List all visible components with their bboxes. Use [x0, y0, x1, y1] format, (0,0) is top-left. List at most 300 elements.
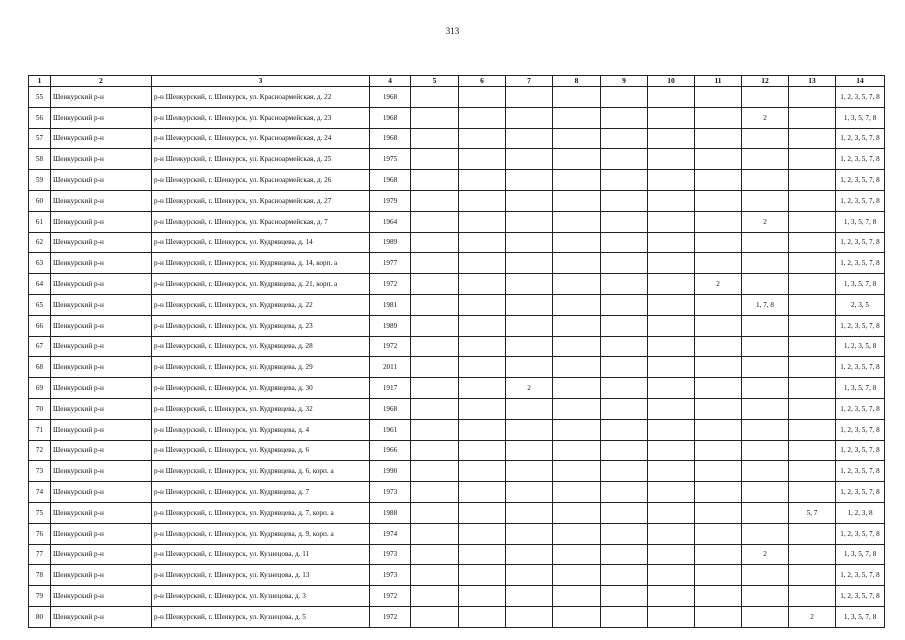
col10-cell — [648, 87, 695, 108]
col12-cell — [742, 502, 789, 523]
col9-cell — [601, 211, 648, 232]
address-cell: р-н Шенкурский, г. Шенкурск, ул. Кузнецова, д. 5 — [152, 606, 370, 627]
col8-cell — [553, 565, 601, 586]
district-cell: Шенкурский р-н — [51, 336, 152, 357]
address-cell: р-н Шенкурский, г. Шенкурск, ул. Кудрявцева, д. 30 — [152, 378, 370, 399]
col13-cell — [789, 378, 836, 399]
col9-cell — [601, 149, 648, 170]
row-number: 59 — [29, 170, 51, 191]
col7-cell — [506, 606, 553, 627]
col6-cell — [459, 128, 506, 149]
table-row — [29, 398, 885, 419]
col5-cell — [411, 586, 459, 607]
col13-cell — [789, 461, 836, 482]
address-cell: р-н Шенкурский, г. Шенкурск, ул. Кудрявцева, д. 14 — [152, 232, 370, 253]
col11-cell — [695, 211, 742, 232]
col12-cell — [742, 606, 789, 627]
row-number: 75 — [29, 502, 51, 523]
table-row — [29, 440, 885, 461]
col13-cell — [789, 565, 836, 586]
col10-cell — [648, 482, 695, 503]
district-cell: Шенкурский р-н — [51, 544, 152, 565]
col10-cell — [648, 565, 695, 586]
col6-cell — [459, 253, 506, 274]
address-cell: р-н Шенкурский, г. Шенкурск, ул. Красноармейская, д. 7 — [152, 211, 370, 232]
col8-cell — [553, 482, 601, 503]
col6-cell — [459, 87, 506, 108]
address-cell: р-н Шенкурский, г. Шенкурск, ул. Кудрявцева, д. 28 — [152, 336, 370, 357]
year-cell: 1977 — [370, 253, 411, 274]
col12-cell — [742, 523, 789, 544]
col14-cell: 1, 2, 3, 5, 7, 8 — [836, 170, 885, 191]
col12-cell — [742, 274, 789, 295]
col5-cell — [411, 440, 459, 461]
row-number: 69 — [29, 378, 51, 399]
col8-cell — [553, 253, 601, 274]
col12-cell — [742, 87, 789, 108]
col14-cell: 1, 2, 3, 5, 7, 8 — [836, 232, 885, 253]
district-cell: Шенкурский р-н — [51, 398, 152, 419]
col9-cell — [601, 107, 648, 128]
column-header: 14 — [836, 76, 885, 87]
col12-cell: 2 — [742, 107, 789, 128]
row-number: 58 — [29, 149, 51, 170]
address-cell: р-н Шенкурский, г. Шенкурск, ул. Кудрявцева, д. 6, корп. а — [152, 461, 370, 482]
table-row — [29, 606, 885, 627]
col14-cell: 1, 2, 3, 8 — [836, 502, 885, 523]
row-number: 72 — [29, 440, 51, 461]
col7-cell — [506, 586, 553, 607]
col9-cell — [601, 482, 648, 503]
column-header: 11 — [695, 76, 742, 87]
col13-cell — [789, 211, 836, 232]
col8-cell — [553, 170, 601, 191]
col11-cell — [695, 336, 742, 357]
col11-cell — [695, 87, 742, 108]
col13-cell — [789, 170, 836, 191]
col8-cell — [553, 149, 601, 170]
year-cell: 1989 — [370, 232, 411, 253]
column-header: 1 — [29, 76, 51, 87]
col8-cell — [553, 606, 601, 627]
col12-cell — [742, 253, 789, 274]
col9-cell — [601, 523, 648, 544]
col5-cell — [411, 523, 459, 544]
col7-cell — [506, 482, 553, 503]
year-cell: 1968 — [370, 398, 411, 419]
col13-cell — [789, 440, 836, 461]
address-cell: р-н Шенкурский, г. Шенкурск, ул. Кудрявцева, д. 7, корп. а — [152, 502, 370, 523]
col7-cell — [506, 87, 553, 108]
col7-cell — [506, 419, 553, 440]
col6-cell — [459, 565, 506, 586]
column-header: 3 — [152, 76, 370, 87]
district-cell: Шенкурский р-н — [51, 482, 152, 503]
year-cell: 1972 — [370, 606, 411, 627]
district-cell: Шенкурский р-н — [51, 294, 152, 315]
col5-cell — [411, 170, 459, 191]
col7-cell — [506, 232, 553, 253]
col5-cell — [411, 336, 459, 357]
table-row — [29, 336, 885, 357]
col6-cell — [459, 357, 506, 378]
col9-cell — [601, 128, 648, 149]
col6-cell — [459, 107, 506, 128]
year-cell: 1961 — [370, 419, 411, 440]
col9-cell — [601, 253, 648, 274]
col10-cell — [648, 586, 695, 607]
col11-cell — [695, 398, 742, 419]
col8-cell — [553, 544, 601, 565]
col6-cell — [459, 398, 506, 419]
col14-cell: 1, 2, 3, 5, 7, 8 — [836, 586, 885, 607]
col7-cell: 2 — [506, 378, 553, 399]
housing-registry-table — [28, 75, 885, 628]
col11-cell — [695, 565, 742, 586]
district-cell: Шенкурский р-н — [51, 149, 152, 170]
col14-cell: 1, 2, 3, 5, 7, 8 — [836, 565, 885, 586]
col14-cell: 1, 2, 3, 5, 8 — [836, 336, 885, 357]
col10-cell — [648, 419, 695, 440]
row-number: 60 — [29, 190, 51, 211]
district-cell: Шенкурский р-н — [51, 502, 152, 523]
col12-cell: 1, 7, 8 — [742, 294, 789, 315]
col6-cell — [459, 586, 506, 607]
col13-cell — [789, 294, 836, 315]
col8-cell — [553, 190, 601, 211]
col12-cell — [742, 440, 789, 461]
col8-cell — [553, 502, 601, 523]
col12-cell — [742, 565, 789, 586]
col14-cell: 1, 3, 5, 7, 8 — [836, 211, 885, 232]
district-cell: Шенкурский р-н — [51, 357, 152, 378]
col14-cell: 1, 2, 3, 5, 7, 8 — [836, 440, 885, 461]
col8-cell — [553, 419, 601, 440]
col14-cell: 1, 3, 5, 7, 8 — [836, 544, 885, 565]
year-cell: 1917 — [370, 378, 411, 399]
col13-cell — [789, 232, 836, 253]
col11-cell — [695, 523, 742, 544]
col13-cell — [789, 190, 836, 211]
col12-cell — [742, 190, 789, 211]
col14-cell: 1, 2, 3, 5, 7, 8 — [836, 523, 885, 544]
year-cell: 1968 — [370, 170, 411, 191]
address-cell: р-н Шенкурский, г. Шенкурск, ул. Кудрявцева, д. 9, корп. а — [152, 523, 370, 544]
col10-cell — [648, 606, 695, 627]
col7-cell — [506, 461, 553, 482]
col6-cell — [459, 606, 506, 627]
row-number: 77 — [29, 544, 51, 565]
district-cell: Шенкурский р-н — [51, 461, 152, 482]
col7-cell — [506, 190, 553, 211]
row-number: 65 — [29, 294, 51, 315]
district-cell: Шенкурский р-н — [51, 190, 152, 211]
row-number: 70 — [29, 398, 51, 419]
col10-cell — [648, 315, 695, 336]
col11-cell: 2 — [695, 274, 742, 295]
col10-cell — [648, 128, 695, 149]
col11-cell — [695, 544, 742, 565]
col11-cell — [695, 294, 742, 315]
row-number: 64 — [29, 274, 51, 295]
table-row — [29, 378, 885, 399]
district-cell: Шенкурский р-н — [51, 87, 152, 108]
col10-cell — [648, 294, 695, 315]
col12-cell — [742, 128, 789, 149]
address-cell: р-н Шенкурский, г. Шенкурск, ул. Кузнецова, д. 3 — [152, 586, 370, 607]
address-cell: р-н Шенкурский, г. Шенкурск, ул. Кудрявцева, д. 14, корп. а — [152, 253, 370, 274]
col12-cell: 2 — [742, 544, 789, 565]
col13-cell — [789, 253, 836, 274]
district-cell: Шенкурский р-н — [51, 274, 152, 295]
col5-cell — [411, 357, 459, 378]
col7-cell — [506, 170, 553, 191]
district-cell: Шенкурский р-н — [51, 170, 152, 191]
table-row — [29, 87, 885, 108]
col6-cell — [459, 419, 506, 440]
col9-cell — [601, 606, 648, 627]
col11-cell — [695, 606, 742, 627]
address-cell: р-н Шенкурский, г. Шенкурск, ул. Красноармейская, д. 24 — [152, 128, 370, 149]
col6-cell — [459, 378, 506, 399]
row-number: 76 — [29, 523, 51, 544]
year-cell: 1973 — [370, 565, 411, 586]
district-cell: Шенкурский р-н — [51, 315, 152, 336]
row-number: 66 — [29, 315, 51, 336]
col10-cell — [648, 190, 695, 211]
col14-cell: 1, 3, 5, 7, 8 — [836, 107, 885, 128]
year-cell: 1973 — [370, 544, 411, 565]
address-cell: р-н Шенкурский, г. Шенкурск, ул. Кузнецова, д. 11 — [152, 544, 370, 565]
col13-cell — [789, 544, 836, 565]
row-number: 62 — [29, 232, 51, 253]
col8-cell — [553, 232, 601, 253]
table-row — [29, 274, 885, 295]
col11-cell — [695, 253, 742, 274]
col8-cell — [553, 336, 601, 357]
col6-cell — [459, 274, 506, 295]
col5-cell — [411, 502, 459, 523]
row-number: 67 — [29, 336, 51, 357]
col5-cell — [411, 461, 459, 482]
col13-cell — [789, 315, 836, 336]
col10-cell — [648, 544, 695, 565]
col12-cell — [742, 336, 789, 357]
col6-cell — [459, 149, 506, 170]
col11-cell — [695, 149, 742, 170]
col10-cell — [648, 357, 695, 378]
col13-cell — [789, 357, 836, 378]
district-cell: Шенкурский р-н — [51, 211, 152, 232]
address-cell: р-н Шенкурский, г. Шенкурск, ул. Кудрявцева, д. 23 — [152, 315, 370, 336]
column-header: 8 — [553, 76, 601, 87]
col9-cell — [601, 586, 648, 607]
col14-cell: 1, 2, 3, 5, 7, 8 — [836, 315, 885, 336]
address-cell: р-н Шенкурский, г. Шенкурск, ул. Кудрявцева, д. 6 — [152, 440, 370, 461]
col13-cell — [789, 398, 836, 419]
col11-cell — [695, 440, 742, 461]
table-row — [29, 170, 885, 191]
col8-cell — [553, 87, 601, 108]
year-cell: 1981 — [370, 294, 411, 315]
address-cell: р-н Шенкурский, г. Шенкурск, ул. Красноармейская, д. 25 — [152, 149, 370, 170]
col11-cell — [695, 232, 742, 253]
table-header-row — [29, 76, 885, 87]
address-cell: р-н Шенкурский, г. Шенкурск, ул. Красноармейская, д. 23 — [152, 107, 370, 128]
col11-cell — [695, 107, 742, 128]
table-row — [29, 128, 885, 149]
address-cell: р-н Шенкурский, г. Шенкурск, ул. Кудрявцева, д. 4 — [152, 419, 370, 440]
col8-cell — [553, 461, 601, 482]
column-header: 9 — [601, 76, 648, 87]
row-number: 63 — [29, 253, 51, 274]
col11-cell — [695, 419, 742, 440]
col6-cell — [459, 211, 506, 232]
col5-cell — [411, 315, 459, 336]
col10-cell — [648, 440, 695, 461]
year-cell: 1974 — [370, 523, 411, 544]
row-number: 68 — [29, 357, 51, 378]
year-cell: 1968 — [370, 87, 411, 108]
col13-cell: 2 — [789, 606, 836, 627]
col8-cell — [553, 586, 601, 607]
col12-cell — [742, 461, 789, 482]
table-row — [29, 482, 885, 503]
district-cell: Шенкурский р-н — [51, 440, 152, 461]
col7-cell — [506, 211, 553, 232]
col5-cell — [411, 149, 459, 170]
col7-cell — [506, 253, 553, 274]
col9-cell — [601, 336, 648, 357]
district-cell: Шенкурский р-н — [51, 232, 152, 253]
col13-cell — [789, 87, 836, 108]
district-cell: Шенкурский р-н — [51, 107, 152, 128]
year-cell: 2011 — [370, 357, 411, 378]
column-header: 7 — [506, 76, 553, 87]
table-row — [29, 253, 885, 274]
table-row — [29, 294, 885, 315]
col12-cell: 2 — [742, 211, 789, 232]
page-number: 313 — [445, 26, 460, 36]
col13-cell — [789, 107, 836, 128]
table-row — [29, 544, 885, 565]
row-number: 80 — [29, 606, 51, 627]
column-header: 12 — [742, 76, 789, 87]
col10-cell — [648, 523, 695, 544]
col11-cell — [695, 357, 742, 378]
col9-cell — [601, 565, 648, 586]
col10-cell — [648, 211, 695, 232]
address-cell: р-н Шенкурский, г. Шенкурск, ул. Кудрявцева, д. 32 — [152, 398, 370, 419]
col5-cell — [411, 87, 459, 108]
col7-cell — [506, 523, 553, 544]
col8-cell — [553, 378, 601, 399]
year-cell: 1972 — [370, 336, 411, 357]
col12-cell — [742, 586, 789, 607]
col11-cell — [695, 378, 742, 399]
col9-cell — [601, 398, 648, 419]
col6-cell — [459, 336, 506, 357]
col10-cell — [648, 253, 695, 274]
col11-cell — [695, 190, 742, 211]
col10-cell — [648, 502, 695, 523]
col7-cell — [506, 107, 553, 128]
table-row — [29, 502, 885, 523]
table-row — [29, 190, 885, 211]
col5-cell — [411, 128, 459, 149]
col6-cell — [459, 482, 506, 503]
district-cell: Шенкурский р-н — [51, 586, 152, 607]
col14-cell: 1, 3, 5, 7, 8 — [836, 378, 885, 399]
district-cell: Шенкурский р-н — [51, 419, 152, 440]
col11-cell — [695, 170, 742, 191]
col9-cell — [601, 294, 648, 315]
table-row — [29, 211, 885, 232]
col9-cell — [601, 274, 648, 295]
col7-cell — [506, 398, 553, 419]
address-cell: р-н Шенкурский, г. Шенкурск, ул. Кузнецова, д. 13 — [152, 565, 370, 586]
col14-cell: 1, 3, 5, 7, 8 — [836, 274, 885, 295]
col8-cell — [553, 523, 601, 544]
row-number: 57 — [29, 128, 51, 149]
district-cell: Шенкурский р-н — [51, 253, 152, 274]
col14-cell: 1, 2, 3, 5, 7, 8 — [836, 190, 885, 211]
address-cell: р-н Шенкурский, г. Шенкурск, ул. Красноармейская, д. 26 — [152, 170, 370, 191]
col12-cell — [742, 482, 789, 503]
col14-cell: 1, 2, 3, 5, 7, 8 — [836, 398, 885, 419]
col9-cell — [601, 232, 648, 253]
col13-cell — [789, 523, 836, 544]
col14-cell: 1, 2, 3, 5, 7, 8 — [836, 253, 885, 274]
col14-cell: 1, 3, 5, 7, 8 — [836, 606, 885, 627]
address-cell: р-н Шенкурский, г. Шенкурск, ул. Кудрявцева, д. 29 — [152, 357, 370, 378]
col6-cell — [459, 440, 506, 461]
col8-cell — [553, 294, 601, 315]
col8-cell — [553, 211, 601, 232]
col9-cell — [601, 419, 648, 440]
table-row — [29, 149, 885, 170]
col13-cell — [789, 128, 836, 149]
year-cell: 1968 — [370, 107, 411, 128]
col5-cell — [411, 419, 459, 440]
col5-cell — [411, 378, 459, 399]
col5-cell — [411, 232, 459, 253]
year-cell: 1990 — [370, 461, 411, 482]
col5-cell — [411, 544, 459, 565]
table-row — [29, 586, 885, 607]
col5-cell — [411, 398, 459, 419]
district-cell: Шенкурский р-н — [51, 523, 152, 544]
col5-cell — [411, 294, 459, 315]
col13-cell — [789, 586, 836, 607]
district-cell: Шенкурский р-н — [51, 565, 152, 586]
address-cell: р-н Шенкурский, г. Шенкурск, ул. Кудрявцева, д. 21, корп. а — [152, 274, 370, 295]
table-row — [29, 461, 885, 482]
year-cell: 1979 — [370, 190, 411, 211]
col5-cell — [411, 482, 459, 503]
col8-cell — [553, 357, 601, 378]
col14-cell: 1, 2, 3, 5, 7, 8 — [836, 149, 885, 170]
col11-cell — [695, 586, 742, 607]
col12-cell — [742, 232, 789, 253]
col9-cell — [601, 315, 648, 336]
table-row — [29, 419, 885, 440]
col5-cell — [411, 253, 459, 274]
col11-cell — [695, 128, 742, 149]
col9-cell — [601, 357, 648, 378]
col6-cell — [459, 170, 506, 191]
table-row — [29, 565, 885, 586]
